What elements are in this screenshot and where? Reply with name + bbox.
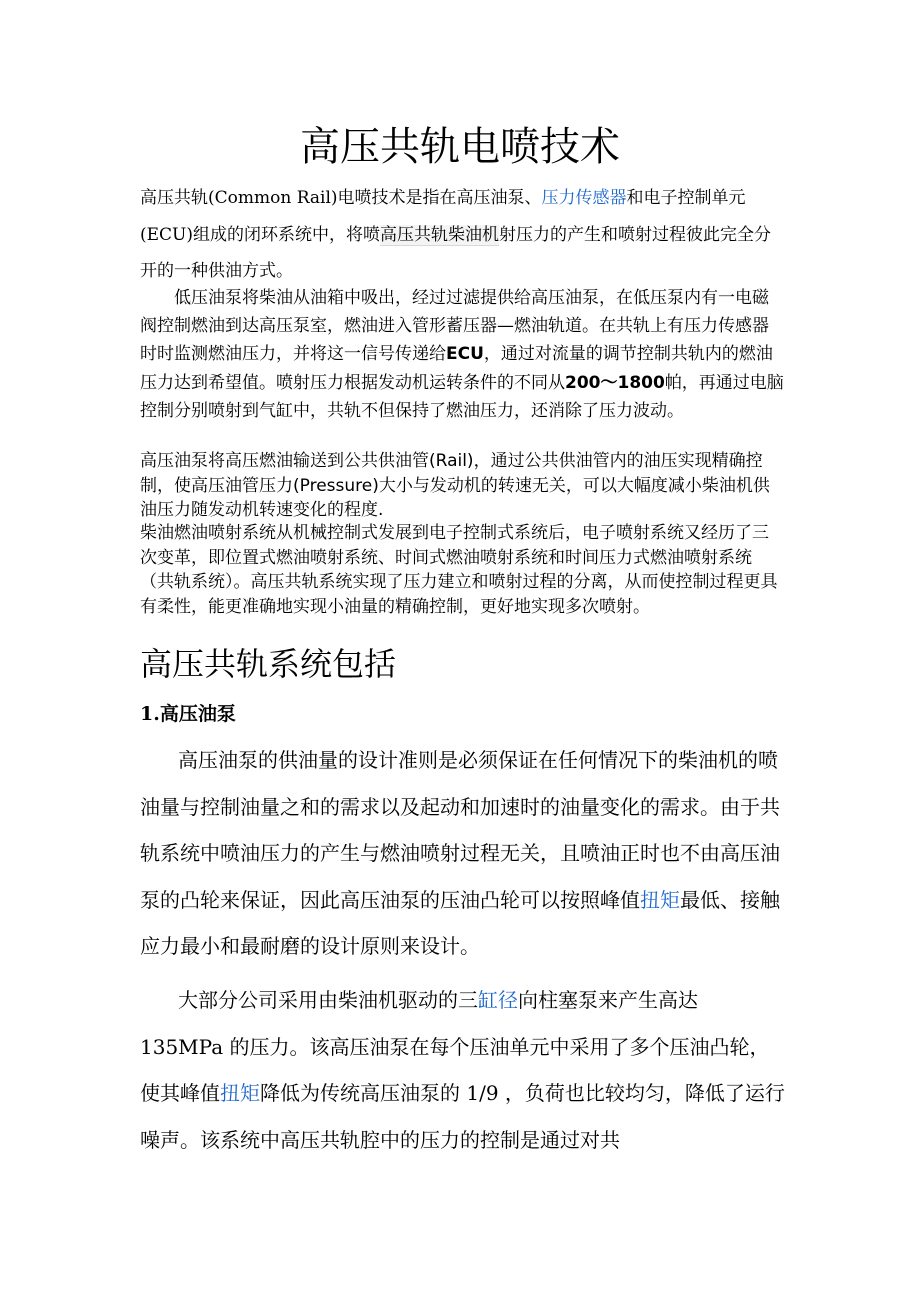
low-pressure-text-1: 低压油泵将柴油从油箱中吸出，经过过滤提供给高压油泵，在低压泵内有一电磁阀控制燃油到达高压泵室，燃油进入管形蓄压器—燃油轨道。在共轨上有压力传感器时时监测燃油压力，并将这一信号传递给 <box>140 288 769 365</box>
section-heading: 高压共轨系统包括 <box>140 645 397 683</box>
intro-text-2: 和电子控制单元(ECU)组成的闭环系统中，将喷 <box>140 188 746 245</box>
highlighted-term: 高压共轨柴油机 <box>380 224 500 245</box>
pump-para2-text-2: 向柱塞泵来产生高达 135MPa 的压力。该高压油泵在每个压油单元中采用了多个压油凸轮，使其峰值 <box>140 988 770 1105</box>
cylinder-bore-link[interactable]: 缸径 <box>478 988 518 1012</box>
pump-para1-text-2: 最低、接触应力最小和最耐磨的设计原则来设计。 <box>140 887 780 958</box>
pump-para1-text-1: 高压油泵的供油量的设计准则是必须保证在任何情况下的柴油机的喷油量与控制油量之和的需求以及起动和加速时的油量变化的需求。由于共轨系统中喷油压力的产生与燃油喷射过程无关，且喷油正时也不由高压油泵的凸轮来保证，因此高压油泵的压油凸轮可以按照峰值 <box>140 748 780 912</box>
pump-paragraph-2 <box>140 977 785 1163</box>
document-title: 高压共轨电喷技术 <box>300 124 620 170</box>
intro-text-1: 高压共轨(Common Rail)电喷技术是指在高压油泵、 <box>140 188 542 208</box>
low-pressure-text-2: ，通过对流量的调节控制共轨内的燃油压力达到希望值。喷射压力根据发动机运转条件的不同从 <box>140 344 773 393</box>
torque-link[interactable]: 扭矩 <box>640 887 680 912</box>
torque-link-2[interactable]: 扭矩 <box>220 1081 260 1105</box>
item-title-high-pressure-pump: 1.高压油泵 <box>140 703 236 725</box>
evolution-paragraph: 柴油燃油喷射系统从机械控制式发展到电子控制式系统后，电子喷射系统又经历了三次变革，即位置式燃油喷射系统、时间式燃油喷射系统和时间压力式燃油喷射系统（共轨系统）。高压共轨系统实现了压力建立和喷射过程的分离，从而使控制过程更具有柔性，能更准确地实现小油量的精确控制，更好地实现多次喷射。 <box>140 523 778 617</box>
pressure-sensor-link[interactable]: 压力传感器 <box>541 188 627 208</box>
pump-para2-text-3: 降低为传统高压油泵的 1/9 ，负荷也比较均匀，降低了运行噪声。该系统中高压共轨腔中的压力的控制是通过对共 <box>140 1081 785 1152</box>
ecu-term: ECU <box>446 344 484 365</box>
pressure-range: 200～1800 <box>565 372 665 393</box>
intro-text-3: 射压力的产生和喷射过程彼此完全分开的一种供油方式。 <box>140 224 772 281</box>
pump-paragraph-1 <box>140 737 785 970</box>
pump-para2-text-1: 大部分公司采用由柴油机驱动的三 <box>178 988 478 1012</box>
intro-paragraph <box>140 180 785 290</box>
low-pressure-text-3: 帕，再通过电脑控制分别喷射到气缸中，共轨不但保持了燃油压力，还消除了压力波动。 <box>140 372 784 421</box>
high-pressure-pump-paragraph: 高压油泵将高压燃油输送到公共供油管(Rail)，通过公共供油管内的油压实现精确控制，使高压油管压力(Pressure)大小与发动机的转速无关，可以大幅度减小柴油机供油压力随发动机转速变化的程度. <box>140 451 770 520</box>
low-pressure-paragraph <box>140 284 785 425</box>
